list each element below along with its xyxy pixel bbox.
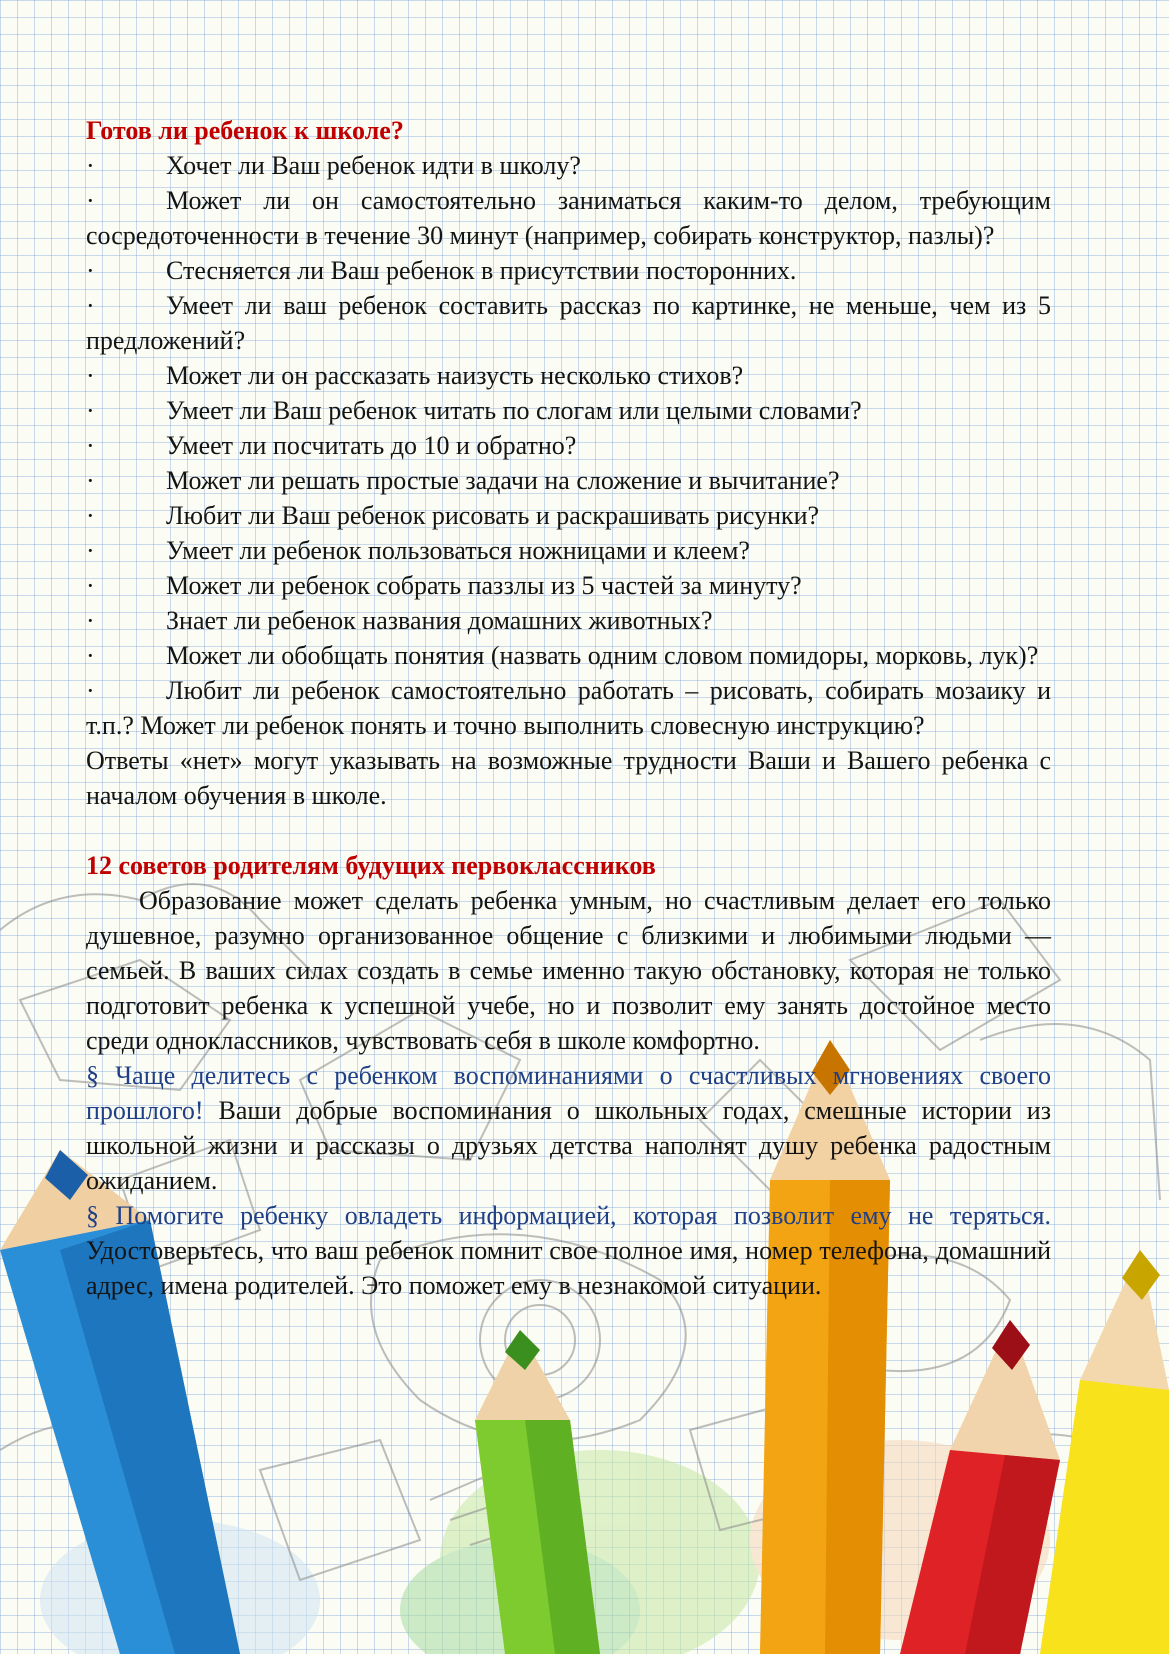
bullet-marker: · bbox=[86, 256, 95, 285]
checklist-item bbox=[86, 288, 1051, 358]
checklist-item bbox=[86, 638, 1051, 673]
checklist-question: Знает ли ребенок названия домашних животных? bbox=[166, 606, 713, 635]
checklist-item bbox=[86, 533, 1051, 568]
bullet-marker: · bbox=[86, 186, 95, 215]
checklist-question: Стесняется ли Ваш ребенок в присутствии посторонних. bbox=[166, 256, 797, 285]
tips-list bbox=[86, 1058, 1051, 1303]
intro-paragraph: Образование может сделать ребенка умным, но счастливым делает его только душевное, разумно организованное общение с близкими и любимыми людьми — семьей. В ваших силах создать в семье именно такую обстановку, которая не только подготовит ребенка к успешной учебе, но и позволит ему занять достойное место среди одноклассников, чувствовать себя в школе комфортно. bbox=[86, 886, 1051, 1055]
tip-item bbox=[86, 1198, 1051, 1303]
bullet-marker: · bbox=[86, 361, 95, 390]
tip-marker: § bbox=[86, 1201, 99, 1230]
tip-marker: § bbox=[86, 1061, 99, 1090]
checklist-question: Любит ли Ваш ребенок рисовать и раскрашивать рисунки? bbox=[166, 501, 820, 530]
checklist-conclusion: Ответы «нет» могут указывать на возможные трудности Ваши и Вашего ребенка с началом обучения в школе. bbox=[86, 746, 1051, 810]
checklist-question: Может ли решать простые задачи на сложение и вычитание? bbox=[166, 466, 840, 495]
checklist-question: Умеет ли посчитать до 10 и обратно? bbox=[166, 431, 577, 460]
bullet-marker: · bbox=[86, 571, 95, 600]
checklist-item bbox=[86, 673, 1051, 743]
bullet-marker: · bbox=[86, 676, 95, 705]
checklist-question: Умеет ли ваш ребенок составить рассказ по картинке, не меньше, чем из 5 предложений? bbox=[86, 291, 1051, 355]
section2-title: 12 советов родителям будущих первоклассников bbox=[86, 851, 656, 880]
spacer bbox=[86, 813, 1051, 848]
tip-highlight: Помогите ребенку овладеть информацией, которая позволит ему не теряться. bbox=[115, 1201, 1052, 1230]
checklist bbox=[86, 148, 1051, 743]
checklist-item bbox=[86, 148, 1051, 183]
checklist-item bbox=[86, 428, 1051, 463]
tip-highlight: Чаще делитесь с ребенком воспоминаниями о счастливых мгновениях своего прошлого! bbox=[86, 1061, 1051, 1125]
tip-item bbox=[86, 1058, 1051, 1198]
checklist-item bbox=[86, 358, 1051, 393]
page-content bbox=[86, 113, 1051, 1303]
checklist-item bbox=[86, 393, 1051, 428]
checklist-question: Умеет ли Ваш ребенок читать по слогам или целыми словами? bbox=[166, 396, 862, 425]
checklist-item bbox=[86, 498, 1051, 533]
bullet-marker: · bbox=[86, 431, 95, 460]
checklist-item bbox=[86, 568, 1051, 603]
bullet-marker: · bbox=[86, 291, 95, 320]
checklist-item bbox=[86, 253, 1051, 288]
checklist-question: Может ли ребенок собрать паззлы из 5 частей за минуту? bbox=[166, 571, 802, 600]
bullet-marker: · bbox=[86, 501, 95, 530]
checklist-item bbox=[86, 183, 1051, 253]
checklist-question: Может ли обобщать понятия (назвать одним словом помидоры, морковь, лук)? bbox=[166, 641, 1039, 670]
checklist-question: Любит ли ребенок самостоятельно работать – рисовать, собирать мозаику и т.п.? Может ли ребенок понять и точно выполнить словесную инструкцию? bbox=[86, 676, 1051, 740]
checklist-question: Хочет ли Ваш ребенок идти в школу? bbox=[166, 151, 581, 180]
tip-text: Удостоверьтесь, что ваш ребенок помнит свое полное имя, номер телефона, домашний адрес, имена родителей. Это поможет ему в незнакомой ситуации. bbox=[86, 1236, 1051, 1300]
section1-title: Готов ли ребенок к школе? bbox=[86, 116, 404, 145]
bullet-marker: · bbox=[86, 641, 95, 670]
bullet-marker: · bbox=[86, 466, 95, 495]
checklist-question: Может ли он рассказать наизусть несколько стихов? bbox=[166, 361, 744, 390]
checklist-question: Умеет ли ребенок пользоваться ножницами и клеем? bbox=[166, 536, 750, 565]
yellow-pencil bbox=[1040, 1250, 1169, 1654]
bullet-marker: · bbox=[86, 536, 95, 565]
tip-text: Ваши добрые воспоминания о школьных годах, смешные истории из школьной жизни и рассказы о друзьях детства наполнят душу ребенка радостным ожиданием. bbox=[86, 1096, 1051, 1195]
bullet-marker: · bbox=[86, 396, 95, 425]
bullet-marker: · bbox=[86, 606, 95, 635]
checklist-item bbox=[86, 463, 1051, 498]
bullet-marker: · bbox=[86, 151, 95, 180]
checklist-question: Может ли он самостоятельно заниматься каким-то делом, требующим сосредоточенности в течение 30 минут (например, собирать конструктор, пазлы)? bbox=[86, 186, 1051, 250]
checklist-item bbox=[86, 603, 1051, 638]
